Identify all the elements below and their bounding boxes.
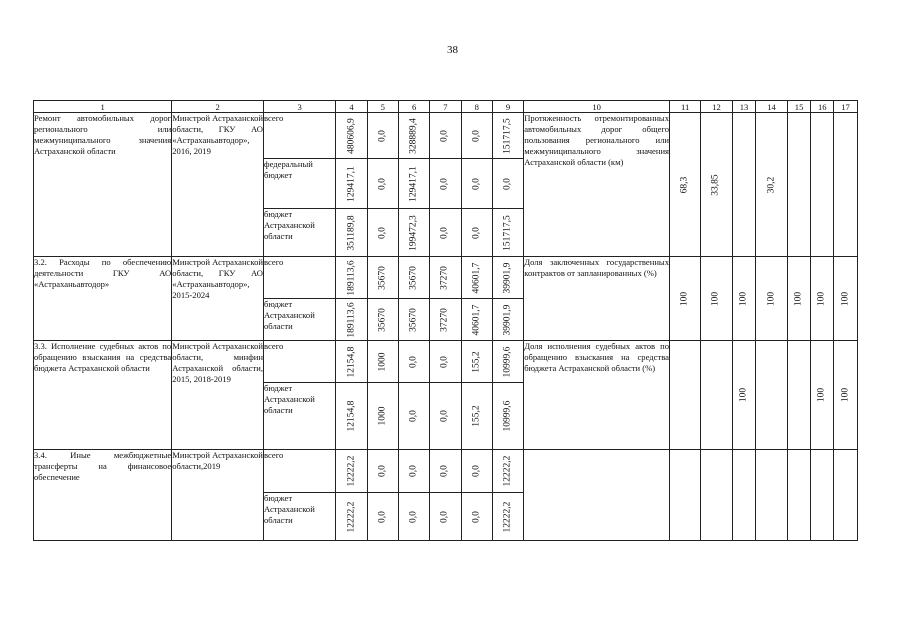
indicator-cell: Протяженность отремонтированных автомобильных дорог общего пользования регионального или межмуниципального значения Астраханской области (км) <box>524 113 670 257</box>
value-cell: 0,0 <box>461 450 492 493</box>
col-header: 11 <box>670 101 701 113</box>
indicator-cell <box>524 450 670 541</box>
funding-source-cell: бюджет Астраханской области <box>264 209 336 257</box>
col-header: 14 <box>756 101 787 113</box>
target-cell: 100 <box>701 257 732 341</box>
value-cell: 12154,8 <box>336 383 367 450</box>
value-cell: 0,0 <box>430 493 461 541</box>
value-cell: 155,2 <box>461 341 492 383</box>
activity-cell: 3.4. Иные межбюджетные трансферты на финансовое обеспечение <box>34 450 172 541</box>
col-header: 16 <box>811 101 834 113</box>
col-header: 7 <box>430 101 461 113</box>
value-cell: 10999,6 <box>492 341 523 383</box>
value-cell: 0,0 <box>367 493 398 541</box>
value-cell: 0,0 <box>430 450 461 493</box>
value-cell: 0,0 <box>398 493 429 541</box>
target-cell: 100 <box>787 257 811 341</box>
target-cell: 68,3 <box>670 113 701 257</box>
value-cell: 0,0 <box>398 450 429 493</box>
funding-source-cell: всего <box>264 257 336 299</box>
activity-cell: Ремонт автомобильных дорог регионального или межмуниципального значения Астраханской области <box>34 113 172 257</box>
target-cell <box>787 341 811 450</box>
value-cell: 189113,6 <box>336 299 367 341</box>
target-cell <box>756 341 787 450</box>
value-cell: 151717,5 <box>492 209 523 257</box>
value-cell: 0,0 <box>398 383 429 450</box>
target-cell <box>701 341 732 450</box>
value-cell: 12222,2 <box>336 493 367 541</box>
col-header: 3 <box>264 101 336 113</box>
value-cell: 10999,6 <box>492 383 523 450</box>
col-header: 2 <box>172 101 264 113</box>
target-cell: 100 <box>834 257 858 341</box>
executor-cell: Минстрой Астраханской области,2019 <box>172 450 264 541</box>
col-header: 5 <box>367 101 398 113</box>
executor-cell: Минстрой Астраханской области, минфин Астраханской области, 2015, 2018-2019 <box>172 341 264 450</box>
value-cell: 151717,5 <box>492 113 523 159</box>
value-cell: 0,0 <box>430 383 461 450</box>
page-number: 38 <box>447 44 458 56</box>
value-cell: 0,0 <box>367 113 398 159</box>
executor-cell: Минстрой Астраханской области, ГКУ АО «Астраханьавтодор», 2016, 2019 <box>172 113 264 257</box>
value-cell: 1000 <box>367 383 398 450</box>
col-header: 1 <box>34 101 172 113</box>
target-cell: 100 <box>732 257 756 341</box>
target-cell <box>732 450 756 541</box>
target-cell <box>670 450 701 541</box>
target-cell <box>670 341 701 450</box>
target-cell: 100 <box>732 341 756 450</box>
activity-cell: 3.2. Расходы по обеспечению деятельности ГКУ АО «Астраханьавтодор» <box>34 257 172 341</box>
executor-cell: Минстрой Астраханской области, ГКУ АО «Астраханьавтодор», 2015-2024 <box>172 257 264 341</box>
target-cell: 33,85 <box>701 113 732 257</box>
value-cell: 0,0 <box>367 450 398 493</box>
value-cell: 0,0 <box>461 209 492 257</box>
target-cell <box>787 113 811 257</box>
col-header: 12 <box>701 101 732 113</box>
value-cell: 0,0 <box>398 341 429 383</box>
target-cell <box>732 113 756 257</box>
value-cell: 0,0 <box>430 341 461 383</box>
value-cell: 0,0 <box>367 159 398 209</box>
value-cell: 0,0 <box>430 113 461 159</box>
col-header: 10 <box>524 101 670 113</box>
value-cell: 12154,8 <box>336 341 367 383</box>
funding-source-cell: всего <box>264 113 336 159</box>
col-header: 8 <box>461 101 492 113</box>
value-cell: 1000 <box>367 341 398 383</box>
table-row <box>34 450 858 493</box>
col-header: 13 <box>732 101 756 113</box>
value-cell: 35670 <box>398 299 429 341</box>
value-cell: 0,0 <box>461 113 492 159</box>
value-cell: 328889,4 <box>398 113 429 159</box>
funding-source-cell: бюджет Астраханской области <box>264 383 336 450</box>
value-cell: 40601,7 <box>461 299 492 341</box>
value-cell: 37270 <box>430 257 461 299</box>
col-header: 15 <box>787 101 811 113</box>
table-row <box>34 113 858 159</box>
value-cell: 199472,3 <box>398 209 429 257</box>
target-cell <box>834 113 858 257</box>
value-cell: 351189,8 <box>336 209 367 257</box>
value-cell: 12222,2 <box>336 450 367 493</box>
value-cell: 155,2 <box>461 383 492 450</box>
target-cell <box>811 450 834 541</box>
activity-cell: 3.3. Исполнение судебных актов по обращению взыскания на средства бюджета Астраханской области <box>34 341 172 450</box>
value-cell: 129417,1 <box>398 159 429 209</box>
value-cell: 0,0 <box>367 209 398 257</box>
target-cell <box>834 450 858 541</box>
indicator-cell: Доля исполнения судебных актов по обращению взыскания на средства бюджета Астраханской области (%) <box>524 341 670 450</box>
target-cell: 100 <box>670 257 701 341</box>
funding-source-cell: всего <box>264 450 336 493</box>
funding-source-cell: бюджет Астраханской области <box>264 299 336 341</box>
target-cell <box>787 450 811 541</box>
target-cell: 100 <box>811 341 834 450</box>
col-header: 17 <box>834 101 858 113</box>
col-header: 6 <box>398 101 429 113</box>
target-cell: 30,2 <box>756 113 787 257</box>
value-cell: 0,0 <box>461 493 492 541</box>
table-row <box>34 257 858 299</box>
table-row <box>34 341 858 383</box>
funding-source-cell: бюджет Астраханской области <box>264 493 336 541</box>
value-cell: 12222,2 <box>492 450 523 493</box>
target-cell: 100 <box>834 341 858 450</box>
value-cell: 129417,1 <box>336 159 367 209</box>
target-cell: 100 <box>811 257 834 341</box>
program-table <box>33 100 858 541</box>
value-cell: 37270 <box>430 299 461 341</box>
target-cell <box>701 450 732 541</box>
value-cell: 40601,7 <box>461 257 492 299</box>
value-cell: 39901,9 <box>492 257 523 299</box>
value-cell: 12222,2 <box>492 493 523 541</box>
target-cell: 100 <box>756 257 787 341</box>
value-cell: 35670 <box>367 299 398 341</box>
value-cell: 189113,6 <box>336 257 367 299</box>
target-cell <box>756 450 787 541</box>
column-number-row <box>34 101 858 113</box>
col-header: 9 <box>492 101 523 113</box>
indicator-cell: Доля заключенных государственных контрактов от запланированных (%) <box>524 257 670 341</box>
value-cell: 0,0 <box>461 159 492 209</box>
funding-source-cell: всего <box>264 341 336 383</box>
value-cell: 39901,9 <box>492 299 523 341</box>
value-cell: 0,0 <box>430 209 461 257</box>
value-cell: 480606,9 <box>336 113 367 159</box>
col-header: 4 <box>336 101 367 113</box>
funding-source-cell: федеральный бюджет <box>264 159 336 209</box>
target-cell <box>811 113 834 257</box>
value-cell: 0,0 <box>492 159 523 209</box>
value-cell: 35670 <box>398 257 429 299</box>
value-cell: 0,0 <box>430 159 461 209</box>
value-cell: 35670 <box>367 257 398 299</box>
